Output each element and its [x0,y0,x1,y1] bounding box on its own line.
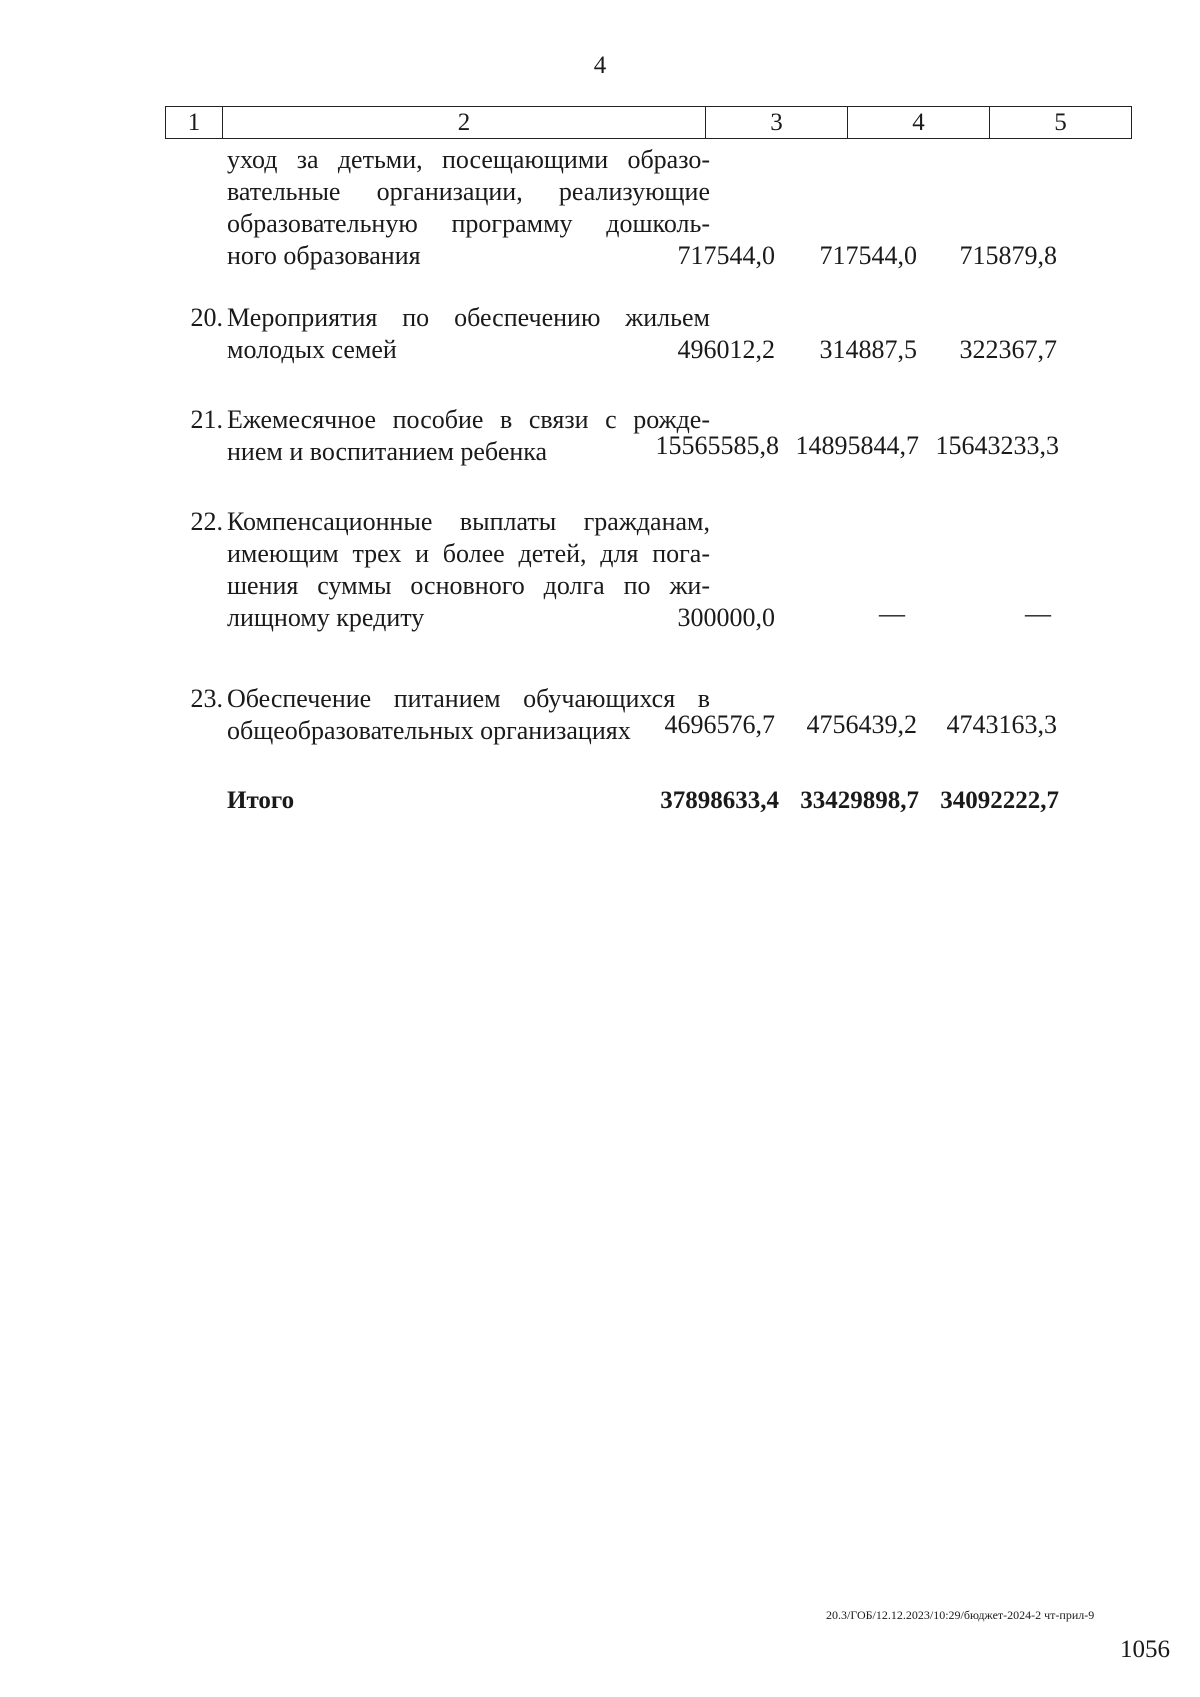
table-row [165,302,1135,366]
value-col5: 322367,7 [959,335,1057,364]
value-col3: 4696576,7 [664,710,775,739]
value-col4: 314887,5 [819,335,917,364]
table-row [165,404,1135,468]
row-number: 22. [190,507,223,536]
row-number: 20. [190,303,223,332]
table-row [165,144,1135,272]
row-description [227,506,710,634]
description-line: имеющим трех и более детей, для пога- [227,539,710,568]
value-col4-dash: — [879,599,905,628]
description-line: Ежемесячное пособие в связи с рожде- [227,405,710,434]
description-line: Компенсационные выплаты гражданам, [227,507,710,536]
document-code: 20.3/ГОБ/12.12.2023/10:29/бюджет-2024-2 чт-прил-9 [826,1608,1095,1622]
description-line: вательные организации, реализующие [227,177,710,206]
total-col5: 34092222,7 [940,787,1059,814]
description-line: образовательную программу дошколь- [227,209,710,238]
row-number: 21. [190,405,223,434]
description-line: молодых семей [227,335,397,364]
table-row [165,683,1135,747]
description-line: ного образования [227,241,421,270]
page-number: 4 [593,52,607,79]
total-label: Итого [227,787,295,814]
total-col4: 33429898,7 [800,787,919,814]
description-line: Обеспечение питанием обучающихся в [227,684,710,713]
row-description [227,683,710,747]
column-header-1: 1 [166,107,223,139]
description-line: лищному кредиту [227,603,425,632]
column-header-2: 2 [223,107,706,139]
value-col5: 715879,8 [959,241,1057,270]
total-col3: 37898633,4 [660,787,779,814]
description-line: общеобразовательных организациях [227,716,631,745]
value-col4: 4756439,2 [806,710,917,739]
total-row [165,785,1135,819]
description-line: нием и воспитанием ребенка [227,437,548,466]
value-col4: 717544,0 [819,241,917,270]
column-header-3: 3 [706,107,848,139]
description-line: шения суммы основного долга по жи- [227,571,710,600]
column-header-5: 5 [990,107,1132,139]
table-row [165,506,1135,634]
column-header-table [165,106,1132,139]
value-col3: 717544,0 [677,241,775,270]
value-col3: 496012,2 [677,335,775,364]
value-col5: 4743163,3 [946,710,1057,739]
row-description [227,302,710,366]
row-description [227,404,710,468]
value-col5: 15643233,3 [935,431,1059,460]
row-number: 23. [190,684,223,713]
value-col5-dash: — [1025,599,1051,628]
value-col3: 15565585,8 [655,431,779,460]
description-line: Мероприятия по обеспечению жильем [227,303,710,332]
value-col3: 300000,0 [677,603,775,632]
description-line: уход за детьми, посещающими образо- [227,145,710,174]
sheet-number: 1056 [1120,1636,1170,1663]
row-description [227,144,710,272]
value-col4: 14895844,7 [795,431,919,460]
column-header-4: 4 [848,107,990,139]
